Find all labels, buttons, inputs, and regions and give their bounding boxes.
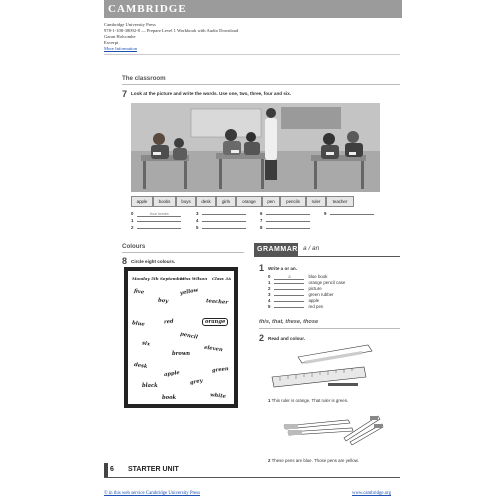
board-word-circled[interactable]: orange (202, 318, 228, 326)
section-title-colours: Colours (122, 243, 146, 250)
pens-illustration (274, 410, 384, 454)
board-date: Monday 5th September (132, 276, 185, 281)
grammar-item[interactable]: 1 orange pencil case (268, 280, 346, 285)
exercise-instruction: Write a or an. (268, 266, 298, 271)
board-word[interactable]: green (211, 366, 230, 374)
word-box-item: apple (131, 196, 153, 207)
exercise-number: 1 (259, 263, 265, 273)
exercise-instruction: Read and colour. (268, 336, 306, 341)
copyright-link[interactable]: © in this web service Cambridge University Press (104, 491, 200, 496)
answer-row[interactable]: 4 (196, 218, 246, 223)
answer-row[interactable]: 6 (260, 211, 310, 216)
classroom-illustration (131, 103, 380, 192)
board-word[interactable]: five (133, 288, 145, 296)
section-title-classroom: The classroom (122, 75, 166, 82)
exercise-instruction: Look at the picture and write the words. Use one, two, three, four and six. (131, 91, 292, 96)
illustration-caption: 1 This ruler is orange. That ruler is green. (268, 398, 349, 403)
answer-row[interactable]: 7 (260, 218, 310, 223)
word-box-item: orange (236, 196, 262, 207)
word-box-item: girls (216, 196, 236, 207)
board-word[interactable]: white (209, 392, 227, 400)
whiteboard (124, 267, 238, 408)
board-word[interactable]: pencil (179, 331, 199, 341)
divider (122, 84, 400, 85)
more-information-link[interactable]: More Information (104, 46, 138, 51)
exercise-number: 2 (259, 333, 265, 343)
grammar-topic: a / an (303, 245, 320, 252)
footer-bar (104, 463, 108, 477)
grammar-tab: GRAMMAR (254, 243, 298, 257)
answer-row[interactable]: 5 (196, 225, 246, 230)
grammar-item[interactable]: 5 red pen (268, 304, 324, 309)
word-box-item: ruler (306, 196, 326, 207)
meta-line: Excerpt (104, 40, 119, 45)
grammar-item: 0 a blue book (268, 274, 328, 279)
divider (104, 477, 400, 478)
website-link[interactable]: www.cambridge.org (352, 491, 392, 496)
answer-row: 0 four books (131, 211, 181, 217)
divider (122, 252, 244, 253)
word-box-item: books (153, 196, 176, 207)
board-word[interactable]: six (141, 340, 151, 348)
answer-row[interactable]: 1 (131, 218, 181, 223)
board-word[interactable]: desk (133, 361, 148, 371)
board-word[interactable]: book (162, 395, 177, 401)
exercise-number: 7 (122, 89, 128, 99)
board-word[interactable]: teacher (205, 298, 229, 306)
board-word[interactable]: grey (189, 377, 204, 387)
meta-line: Garan Holcombe (104, 34, 136, 39)
meta-line: Cambridge University Press (104, 22, 156, 27)
unit-label: STARTER UNIT (128, 466, 179, 473)
exercise-number: 8 (122, 256, 128, 266)
board-word[interactable]: yellow (179, 287, 199, 297)
answer-row[interactable]: 3 (196, 211, 246, 216)
word-box-item: pen (262, 196, 280, 207)
word-box-item: pencils (280, 196, 306, 207)
subsection-title: this, that, these, those (259, 319, 319, 325)
board-word[interactable]: blue (131, 320, 146, 328)
board-word[interactable]: black (142, 383, 158, 389)
exercise-instruction: Circle eight colours. (131, 259, 176, 264)
board-word[interactable]: brown (172, 351, 191, 357)
word-box-item: teacher (326, 196, 354, 207)
answer-row[interactable]: 9 (324, 211, 374, 216)
divider (254, 256, 400, 257)
page-number: 6 (110, 466, 114, 473)
publisher-banner: CAMBRIDGE (104, 0, 402, 18)
board-word[interactable]: red (163, 318, 174, 326)
board-class: Class 3A (212, 276, 232, 281)
answer-row[interactable]: 8 (260, 225, 310, 230)
answer-row[interactable]: 2 (131, 225, 181, 230)
rulers-illustration (268, 343, 388, 395)
grammar-item[interactable]: 3 green rubber (268, 292, 334, 297)
board-word[interactable]: boy (157, 297, 169, 305)
divider (259, 328, 400, 329)
board-word[interactable]: eleven (203, 344, 223, 354)
divider (104, 54, 400, 55)
word-box-item: boys (176, 196, 196, 207)
word-box-item: desk (196, 196, 216, 207)
meta-line: 978-1-108-38092-8 — Prepare Level 1 Workbook with Audio Download (104, 28, 239, 33)
grammar-item[interactable]: 2 picture (268, 286, 322, 291)
illustration-caption: 2 These pens are blue. Those pens are yellow. (268, 458, 359, 463)
board-teacher: Miss Wilson (180, 276, 208, 281)
grammar-item[interactable]: 4 apple (268, 298, 320, 303)
board-word[interactable]: apple (163, 369, 181, 379)
